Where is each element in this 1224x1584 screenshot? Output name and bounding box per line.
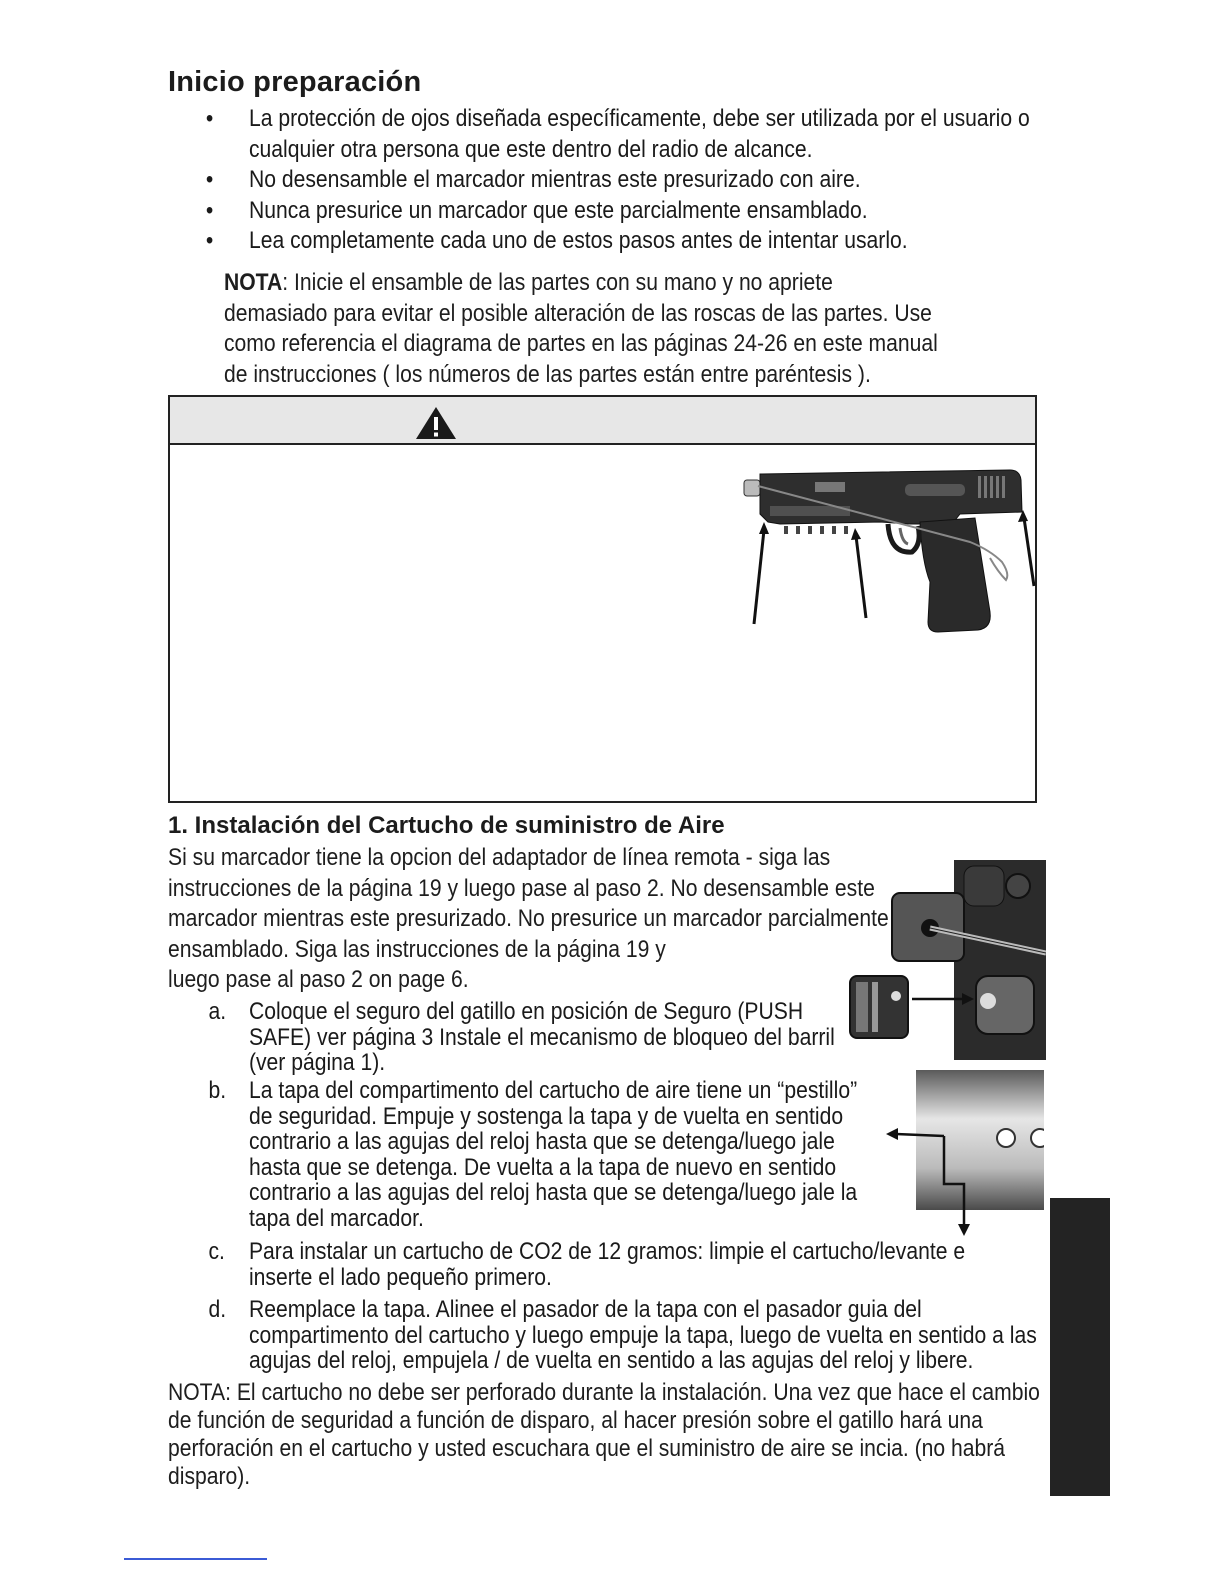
list-item: • No desensamble el marcador mientras este presurizado con aire.: [205, 166, 861, 193]
co2-cap-figure-bottom: [882, 1068, 1044, 1240]
section-heading: 1. Instalación del Cartucho de suministro de Aire: [168, 812, 725, 839]
puncture-note: NOTA: El cartucho no debe ser perforado durante la instalación. Una vez que hace el cambio de función de seguridad a función de disparo, al hacer presión sobre el gatillo hará una perforación en el cartucho y usted escuchara que el suministro de aire se incia. (no habrá disparo).: [168, 1379, 1040, 1490]
warning-header: [170, 397, 1035, 445]
section-intro: Si su marcador tiene la opcion del adaptador de línea remota - siga las instrucciones de la página 19 y luego pase al paso 2. No desensamble este marcador mientras este presurizado. No presurice un marcador parcialmente ensamblado. Siga las instrucciones de la página 19 y luego pase al paso 2 on page 6.: [168, 844, 889, 993]
footer-link-underline[interactable]: [124, 1558, 267, 1560]
warning-icon: [414, 405, 458, 441]
note-label: NOTA: [224, 269, 283, 296]
assembly-note: NOTA: Inicie el ensamble de las partes con su mano y no apriete demasiado para evitar el posible alteración de las roscas de las partes. Use como referencia el diagrama de partes en las páginas 24-26 en este manual de instrucciones ( los números de las partes están entre paréntesis ).: [224, 269, 938, 388]
intro-bullet-list: [168, 104, 1030, 257]
list-item: • Nunca presurice un marcador que este parcialmente ensamblado.: [205, 196, 868, 224]
chapter-side-tab: [1050, 1198, 1110, 1496]
list-item: • La protección de ojos diseñada específicamente, debe ser utilizada por el usuario o cualquier otra persona que este dentro del radio de alcance.: [205, 105, 1030, 163]
marker-with-barrel-lock-figure: [740, 462, 1040, 642]
co2-cap-figure-top: [846, 858, 1046, 1063]
list-item: • Lea completamente cada uno de estos pasos antes de intentar usarlo.: [205, 227, 908, 254]
page-title: Inicio preparación: [168, 66, 422, 98]
